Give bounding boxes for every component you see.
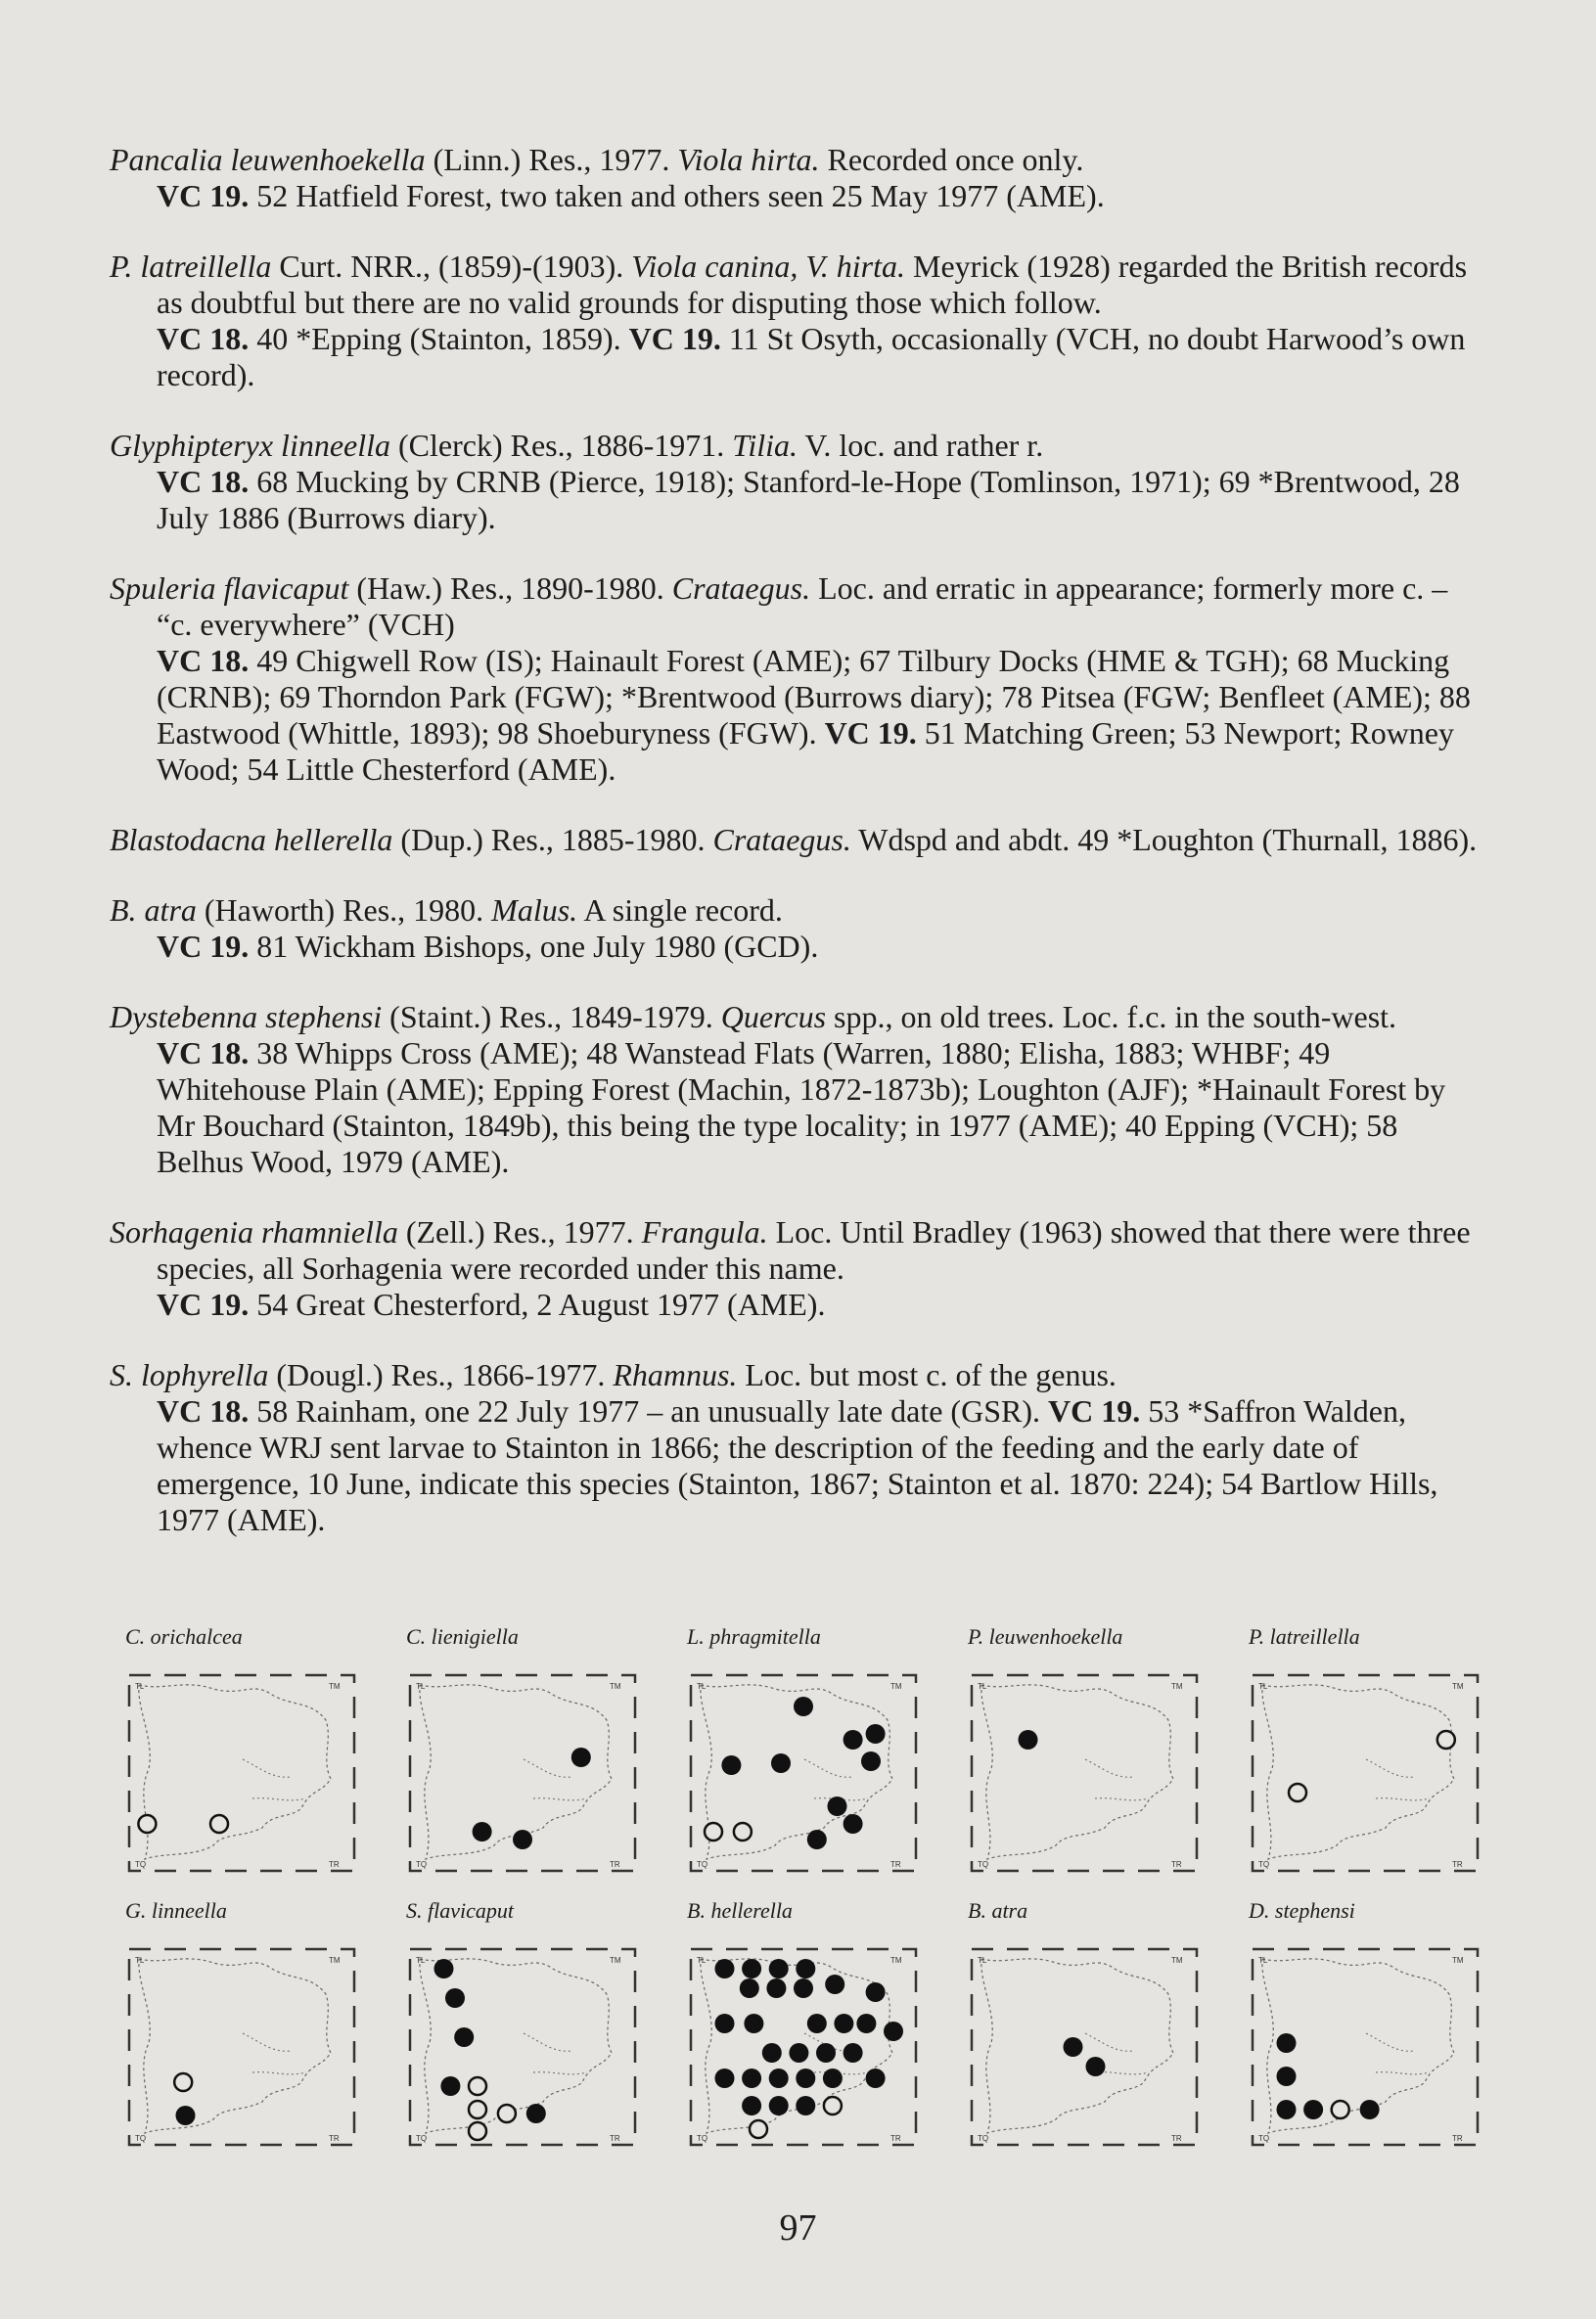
record-dot-filled [1019, 1730, 1038, 1750]
map-species-caption: P. leuwenhoekella [968, 1624, 1123, 1649]
grid-square-label: TM [1171, 1682, 1183, 1691]
grid-square-label: TL [135, 1682, 145, 1691]
grid-square-label: TL [416, 1682, 426, 1691]
record-dot-filled [796, 2069, 815, 2088]
essex-map [968, 1671, 1203, 1877]
map-species-caption: D. stephensi [1249, 1898, 1355, 1923]
grid-square-label: TR [329, 1860, 340, 1869]
record-dot-filled [526, 2104, 546, 2123]
species-entry [110, 892, 1480, 965]
grid-square-label: TR [890, 1860, 901, 1869]
vice-county-records [110, 178, 1480, 214]
species-name: Sorhagenia rhamniella [110, 1214, 398, 1250]
record-dot-open [824, 2097, 842, 2114]
vice-county-records [110, 321, 1480, 393]
distribution-map [406, 1624, 641, 1888]
vice-county-label: VC 18. [157, 1035, 250, 1070]
vice-county-label: VC 19. [157, 929, 250, 964]
species-entry [110, 1214, 1480, 1323]
map-frame [1253, 1675, 1478, 1871]
grid-square-label: TR [329, 2134, 340, 2143]
grid-square-label: TQ [135, 2134, 147, 2143]
record-dot-filled [769, 2096, 789, 2115]
vice-county-records [110, 464, 1480, 536]
species-authority: (Dougl.) Res., 1866-1977. [268, 1357, 614, 1392]
entry-heading [110, 249, 1480, 321]
species-name: P. latreillella [110, 249, 272, 284]
grid-square-label: TM [890, 1682, 902, 1691]
species-entry [110, 570, 1480, 788]
record-dot-filled [715, 2069, 735, 2088]
grid-square-label: TL [1258, 1682, 1268, 1691]
record-dot-filled [796, 2096, 815, 2115]
record-dot-filled [796, 1959, 815, 1978]
page-number: 97 [779, 2207, 817, 2249]
grid-square-label: TR [610, 2134, 620, 2143]
vice-county-records [110, 1393, 1480, 1538]
grid-square-label: TQ [1258, 1860, 1270, 1869]
entry-heading [110, 1214, 1480, 1287]
species-name: Pancalia leuwenhoekella [110, 142, 426, 177]
vice-county-label: VC 18. [157, 643, 250, 678]
species-name: B. atra [110, 892, 197, 928]
entry-heading [110, 1357, 1480, 1393]
distribution-map [1249, 1898, 1483, 2162]
grid-square-label: TM [610, 1682, 621, 1691]
grid-square-label: TL [1258, 1956, 1268, 1965]
record-dot-open [174, 2073, 192, 2091]
species-entry [110, 142, 1480, 214]
species-notes: Loc. but most c. of the genus. [737, 1357, 1117, 1392]
species-entry [110, 249, 1480, 393]
record-dot-filled [807, 1830, 827, 1849]
vice-county-text: 68 Mucking by CRNB (Pierce, 1918); Stanford-le-Hope (Tomlinson, 1971); 69 *Brentwood, 28 July 1886 (Burrows diary). [157, 464, 1460, 535]
grid-square-label: TQ [697, 1860, 708, 1869]
estuary-lines [1085, 1759, 1149, 1800]
record-dot-filled [742, 1959, 761, 1978]
species-authority: (Clerck) Res., 1886-1971. [390, 428, 733, 463]
entry-heading [110, 892, 1480, 929]
record-dot-filled [434, 1959, 454, 1978]
grid-square-label: TQ [697, 2134, 708, 2143]
record-dot-filled [884, 2022, 903, 2041]
coastline [139, 1685, 331, 1859]
distribution-map [687, 1624, 922, 1888]
foodplant: Tilia. [732, 428, 798, 463]
record-dot-open [1332, 2101, 1349, 2118]
essex-map [1249, 1945, 1483, 2151]
grid-square-label: TR [1171, 1860, 1182, 1869]
record-dot-filled [762, 2043, 782, 2063]
essex-map [406, 1671, 641, 1877]
grid-square-label: TR [890, 2134, 901, 2143]
record-dot-open [469, 2077, 486, 2095]
record-dot-filled [440, 2076, 460, 2096]
essex-map [968, 1945, 1203, 2151]
vice-county-text: 81 Wickham Bishops, one July 1980 (GCD). [249, 929, 819, 964]
estuary-lines [243, 2033, 306, 2074]
record-dot-filled [1277, 2100, 1297, 2119]
species-name: Dystebenna stephensi [110, 999, 383, 1034]
entry-heading [110, 428, 1480, 464]
entry-heading [110, 570, 1480, 643]
distribution-map [125, 1898, 360, 2162]
species-entry [110, 999, 1480, 1180]
distribution-map [687, 1898, 922, 2162]
entry-heading [110, 999, 1480, 1035]
vice-county-text: 58 Rainham, one 22 July 1977 – an unusually late date (GSR). [249, 1393, 1048, 1429]
foodplant: Crataegus. [671, 570, 811, 606]
record-dot-filled [715, 1959, 735, 1978]
record-dot-open [750, 2120, 767, 2138]
record-dot-filled [866, 1982, 886, 2002]
map-frame [972, 1949, 1197, 2145]
record-dot-filled [1277, 2067, 1297, 2086]
grid-square-label: TL [697, 1956, 707, 1965]
grid-square-label: TL [978, 1956, 987, 1965]
grid-square-label: TM [1452, 1682, 1464, 1691]
map-species-caption: L. phragmitella [687, 1624, 821, 1649]
map-species-caption: P. latreillella [1249, 1624, 1360, 1649]
grid-square-label: TL [416, 1956, 426, 1965]
record-dot-filled [789, 2043, 808, 2063]
species-name: Glyphipteryx linneella [110, 428, 391, 463]
coastline [1262, 1685, 1454, 1859]
essex-map [1249, 1671, 1483, 1877]
record-dot-filled [176, 2106, 196, 2125]
species-authority: (Haw.) Res., 1890-1980. [348, 570, 672, 606]
foodplant: Viola hirta. [677, 142, 820, 177]
map-species-caption: B. atra [968, 1898, 1028, 1923]
species-authority: (Haworth) Res., 1980. [196, 892, 492, 928]
vice-county-text: 11 St Osyth, occasionally (VCH, no doubt Harwood’s own record). [157, 321, 1466, 392]
map-species-caption: G. linneella [125, 1898, 227, 1923]
species-entry [110, 1357, 1480, 1538]
essex-map [687, 1945, 922, 2151]
record-dot-filled [844, 1814, 863, 1834]
foodplant: Malus. [491, 892, 578, 928]
record-dot-open [734, 1823, 752, 1841]
record-dot-filled [771, 1753, 791, 1773]
record-dot-filled [721, 1755, 741, 1775]
distribution-map [1249, 1624, 1483, 1888]
record-dot-open [1289, 1784, 1306, 1801]
species-entry [110, 822, 1480, 858]
record-dot-open [469, 2101, 486, 2118]
species-authority: (Staint.) Res., 1849-1979. [382, 999, 721, 1034]
species-name: Blastodacna hellerella [110, 822, 393, 857]
record-dot-filled [513, 1830, 532, 1849]
vice-county-label: VC 18. [157, 321, 250, 356]
grid-square-label: TQ [978, 2134, 989, 2143]
grid-square-label: TL [135, 1956, 145, 1965]
record-dot-filled [866, 2069, 886, 2088]
record-dot-filled [766, 1978, 786, 1998]
record-dot-open [705, 1823, 722, 1841]
species-name: Spuleria flavicaput [110, 570, 349, 606]
grid-square-label: TM [610, 1956, 621, 1965]
grid-square-label: TQ [135, 1860, 147, 1869]
record-dot-filled [794, 1697, 813, 1716]
record-dot-filled [794, 1978, 813, 1998]
vice-county-label: VC 19. [157, 1287, 250, 1322]
grid-square-label: TM [1171, 1956, 1183, 1965]
estuary-lines [804, 1759, 868, 1800]
map-frame [129, 1675, 354, 1871]
record-dot-filled [1360, 2100, 1380, 2119]
entry-heading [110, 142, 1480, 178]
record-dot-filled [744, 2014, 763, 2033]
record-dot-open [469, 2122, 486, 2140]
record-dot-open [138, 1815, 156, 1833]
record-dot-filled [1064, 2037, 1083, 2057]
grid-square-label: TM [329, 1956, 341, 1965]
foodplant: Frangula. [641, 1214, 768, 1250]
vice-county-label: VC 18. [157, 1393, 250, 1429]
vice-county-text: 40 *Epping (Stainton, 1859). [249, 321, 629, 356]
species-notes: Meyrick (1928) regarded the British records as doubtful but there are no valid grounds for disputing those which follow. [157, 249, 1468, 320]
grid-square-label: TL [697, 1682, 707, 1691]
essex-map [125, 1945, 360, 2151]
vice-county-records [110, 929, 1480, 965]
record-dot-filled [844, 2043, 863, 2063]
species-notes: A single record. [577, 892, 783, 928]
record-dot-filled [1277, 2033, 1297, 2053]
record-dot-open [498, 2105, 516, 2122]
record-dot-filled [866, 1724, 886, 1744]
record-dot-filled [1303, 2100, 1323, 2119]
record-dot-filled [823, 2069, 843, 2088]
vice-county-text: 54 Great Chesterford, 2 August 1977 (AME). [249, 1287, 826, 1322]
distribution-map [406, 1898, 641, 2162]
record-dot-filled [473, 1822, 492, 1842]
essex-map [406, 1945, 641, 2151]
species-authority: (Zell.) Res., 1977. [397, 1214, 642, 1250]
vice-county-label: VC 18. [157, 464, 250, 499]
record-dot-filled [571, 1748, 591, 1767]
grid-square-label: TM [329, 1682, 341, 1691]
map-species-caption: S. flavicaput [406, 1898, 514, 1923]
vice-county-label: VC 19. [628, 321, 721, 356]
vice-county-label: VC 19. [157, 178, 250, 213]
record-dot-filled [742, 2069, 761, 2088]
grid-square-label: TR [610, 1860, 620, 1869]
grid-square-label: TQ [416, 1860, 428, 1869]
species-notes: V. loc. and rather r. [797, 428, 1044, 463]
vice-county-label: VC 19. [824, 715, 917, 750]
record-dot-filled [828, 1796, 847, 1816]
grid-square-label: TL [978, 1682, 987, 1691]
coastline [981, 1685, 1173, 1859]
map-species-caption: C. orichalcea [125, 1624, 243, 1649]
record-dot-filled [807, 2014, 827, 2033]
record-dot-filled [715, 2014, 735, 2033]
record-dot-filled [454, 2027, 474, 2047]
record-dot-open [210, 1815, 228, 1833]
species-notes: Recorded once only. [819, 142, 1084, 177]
grid-square-label: TM [890, 1956, 902, 1965]
map-frame [129, 1949, 354, 2145]
vice-county-records [110, 1035, 1480, 1180]
estuary-lines [243, 1759, 306, 1800]
record-dot-filled [816, 2043, 836, 2063]
map-species-caption: B. hellerella [687, 1898, 793, 1923]
estuary-lines [524, 2033, 587, 2074]
record-dot-filled [825, 1975, 844, 1994]
species-notes: Loc. and erratic in appearance; formerly more c. – “c. everywhere” (VCH) [157, 570, 1448, 642]
coastline [420, 1959, 612, 2133]
record-dot-filled [861, 1751, 881, 1771]
vice-county-text: 52 Hatfield Forest, two taken and others seen 25 May 1977 (AME). [249, 178, 1105, 213]
vice-county-records [110, 643, 1480, 788]
record-dot-open [1437, 1731, 1455, 1749]
record-dot-filled [856, 2014, 876, 2033]
record-dot-filled [742, 2096, 761, 2115]
distribution-map [968, 1624, 1203, 1888]
record-dot-filled [1086, 2057, 1106, 2076]
foodplant: Crataegus. [712, 822, 851, 857]
species-authority: (Dup.) Res., 1885-1980. [392, 822, 713, 857]
estuary-lines [1366, 2033, 1430, 2074]
species-notes: spp., on old trees. Loc. f.c. in the south-west. [826, 999, 1397, 1034]
map-frame [972, 1675, 1197, 1871]
species-name: S. lophyrella [110, 1357, 269, 1392]
foodplant: Quercus [720, 999, 827, 1034]
essex-map [125, 1671, 360, 1877]
vice-county-text: 51 Matching Green; 53 Newport; Rowney Wood; 54 Little Chesterford (AME). [157, 715, 1454, 787]
vice-county-text: 49 Chigwell Row (IS); Hainault Forest (AME); 67 Tilbury Docks (HME & TGH); 68 Mucking (CRNB); 69 Thorndon Park (FGW); *Brentwood (Burrows diary); 78 Pitsea (FGW; Benfleet (AME); 88 Eastwood (Whittle, 1893); 98 Shoeburyness (FGW). [157, 643, 1471, 750]
vice-county-text: 38 Whipps Cross (AME); 48 Wanstead Flats (Warren, 1880; Elisha, 1883; WHBF; 49 Whitehouse Plain (AME); Epping Forest (Machin, 1872-1873b); Loughton (AJF); *Hainault Forest by Mr Bouchard (Stainton, 1849b), this being the type locality; in 1977 (AME); 40 Epping (VCH); 58 Belhus Wood, 1979 (AME). [157, 1035, 1446, 1179]
grid-square-label: TM [1452, 1956, 1464, 1965]
grid-square-label: TR [1452, 2134, 1463, 2143]
species-entry [110, 428, 1480, 536]
species-accounts [110, 142, 1480, 1572]
vice-county-text: 53 *Saffron Walden, whence WRJ sent larvae to Stainton in 1866; the description of the feeding and the early date of emergence, 10 June, indicate this species (Stainton, 1867; Stainton et al. 1870: 224); 54 Bartlow Hills, 1977 (AME). [157, 1393, 1438, 1537]
coastline [139, 1959, 331, 2133]
record-dot-filled [740, 1978, 759, 1998]
distribution-maps [125, 1624, 1495, 2172]
vice-county-records [110, 1287, 1480, 1323]
foodplant: Viola canina, V. hirta. [631, 249, 905, 284]
grid-square-label: TR [1452, 1860, 1463, 1869]
record-dot-filled [769, 1959, 789, 1978]
species-notes: Loc. Until Bradley (1963) showed that there were three species, all Sorhagenia were recorded under this name. [157, 1214, 1471, 1286]
entry-heading [110, 822, 1480, 858]
distribution-map [125, 1624, 360, 1888]
record-dot-filled [769, 2069, 789, 2088]
record-dot-filled [445, 1988, 465, 2008]
map-species-caption: C. lienigiella [406, 1624, 519, 1649]
species-authority: (Linn.) Res., 1977. [425, 142, 678, 177]
grid-square-label: TQ [1258, 2134, 1270, 2143]
distribution-map [968, 1898, 1203, 2162]
grid-square-label: TQ [978, 1860, 989, 1869]
vice-county-label: VC 19. [1047, 1393, 1141, 1429]
record-dot-filled [834, 2014, 853, 2033]
essex-map [687, 1671, 922, 1877]
estuary-lines [1366, 1759, 1430, 1800]
record-dot-filled [844, 1730, 863, 1750]
foodplant: Rhamnus. [613, 1357, 738, 1392]
species-notes: Wdspd and abdt. 49 *Loughton (Thurnall, 1886). [850, 822, 1478, 857]
grid-square-label: TQ [416, 2134, 428, 2143]
species-authority: Curt. NRR., (1859)-(1903). [271, 249, 632, 284]
grid-square-label: TR [1171, 2134, 1182, 2143]
